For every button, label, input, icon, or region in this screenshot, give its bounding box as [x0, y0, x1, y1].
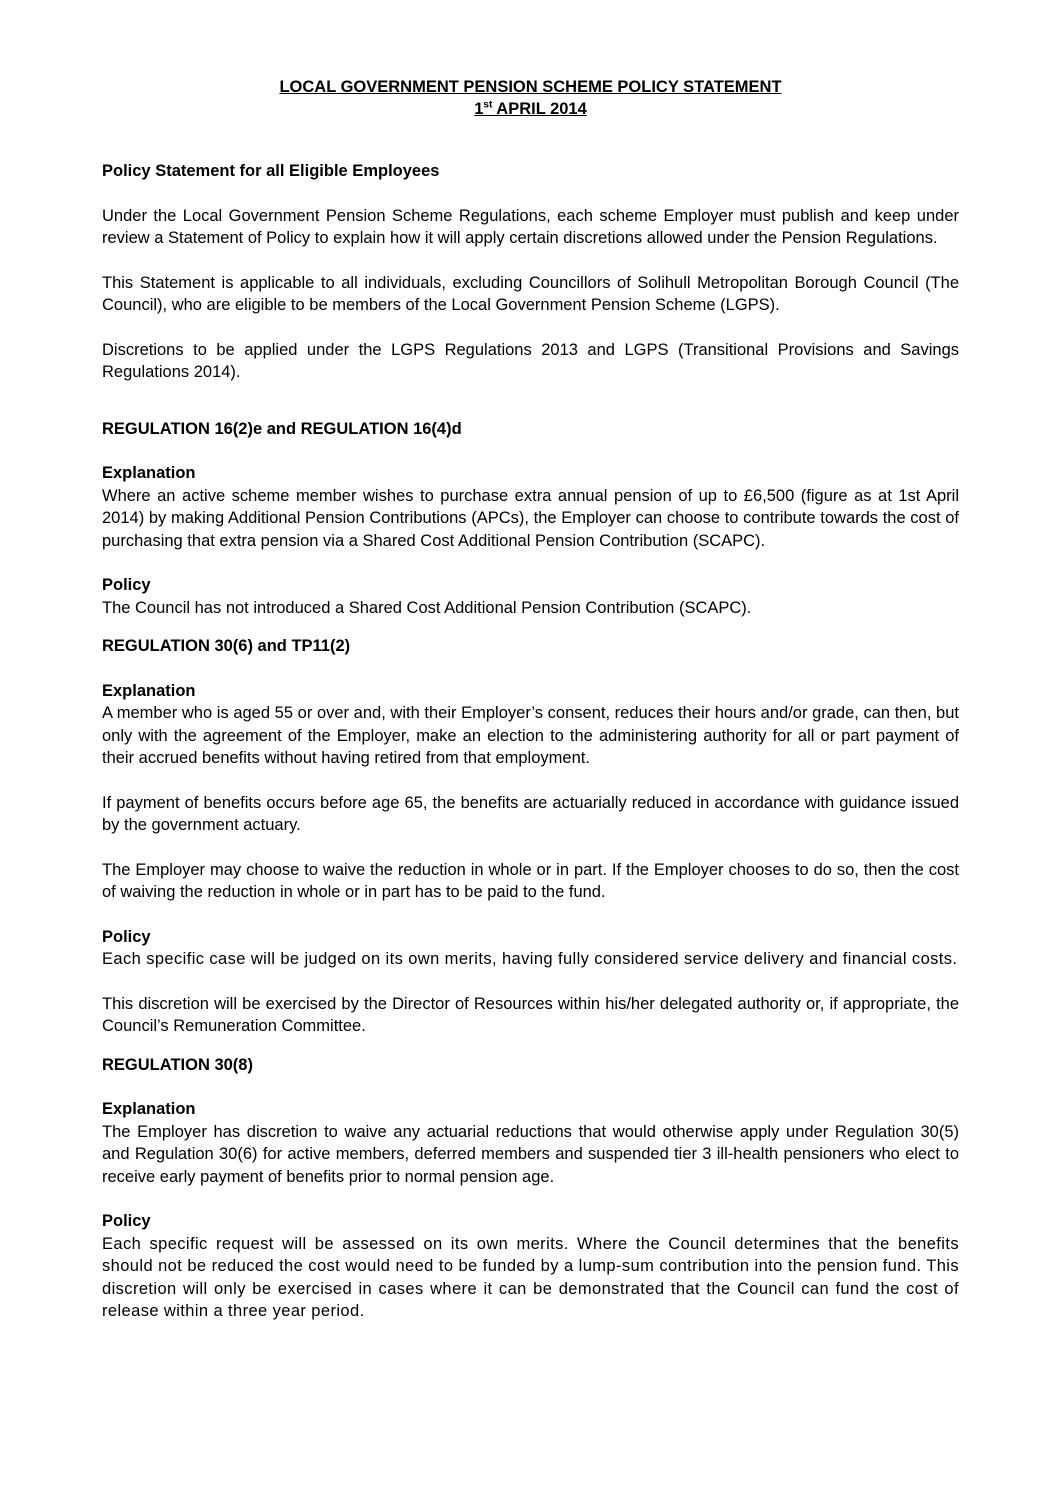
section-2-policy-text-2: This discretion will be exercised by the Director of Resources within his/her delegated authority or, if appropriate, the Council’s Remuneration Committee.: [102, 994, 959, 1035]
section-2-heading: REGULATION 30(6) and TP11(2): [102, 637, 351, 655]
intro-paragraph-2: This Statement is applicable to all individuals, excluding Councillors of Solihull Metropolitan Borough Council (The Council), who are eligible to be members of the Local Government Pension Scheme (LGPS).: [102, 273, 959, 314]
title-line-1: LOCAL GOVERNMENT PENSION SCHEME POLICY STATEMENT: [279, 78, 782, 96]
section-1-heading: REGULATION 16(2)e and REGULATION 16(4)d: [102, 419, 462, 438]
title-date-rest: APRIL 2014: [492, 100, 587, 118]
section-3-policy-text: Each specific request will be assessed on its own merits. Where the Council determines that the benefits should not be reduced the cost would need to be funded by a lump-sum contribution into the pension fund. This discretion will only be exercised in cases where it can be demonstrated that the Council can fund the cost of release within a three year period.: [102, 1234, 959, 1320]
section-2-policy-label: Policy: [102, 927, 151, 946]
section-1-explanation-text: Where an active scheme member wishes to purchase extra annual pension of up to £6,500 (figure as at 1st April 2014) by making Additional Pension Contributions (APCs), the Employer can choose to contribute towards the cost of purchasing that extra pension via a Shared Cost Additional Pension Contribution (SCAPC).: [102, 486, 959, 550]
intro-heading: Policy Statement for all Eligible Employees: [102, 162, 440, 180]
section-2-explanation-label: Explanation: [102, 681, 196, 700]
section-3-explanation-text: The Employer has discretion to waive any actuarial reductions that would otherwise apply under Regulation 30(5) and Regulation 30(6) for active members, deferred members and suspended tier 3 ill-health pensioners who elect to receive early payment of benefits prior to normal pension age.: [102, 1122, 959, 1186]
document-title: [102, 76, 959, 120]
section-2-explanation-text-2: If payment of benefits occurs before age 65, the benefits are actuarially reduced in accordance with guidance issued by the government actuary.: [102, 793, 959, 834]
section-1-policy-text: The Council has not introduced a Shared Cost Additional Pension Contribution (SCAPC).: [102, 598, 752, 617]
intro-paragraph-3: Discretions to be applied under the LGPS Regulations 2013 and LGPS (Transitional Provisions and Savings Regulations 2014).: [102, 340, 959, 381]
section-2-explanation-text-3: The Employer may choose to waive the reduction in whole or in part. If the Employer chooses to do so, then the cost of waiving the reduction in whole or in part has to be paid to the fund.: [102, 860, 959, 901]
section-3-explanation-label: Explanation: [102, 1100, 196, 1118]
document-page: [102, 76, 959, 1323]
title-date: [102, 98, 959, 120]
section-2-explanation-text-1: A member who is aged 55 or over and, with their Employer’s consent, reduces their hours and/or grade, can then, but only with the agreement of the Employer, make an election to the administering authority for all or part payment of their accrued benefits without having retired from that employment.: [102, 704, 959, 767]
section-1-explanation-label: Explanation: [102, 464, 196, 482]
section-2-policy-text-1: Each specific case will be judged on its own merits, having fully considered service delivery and financial costs.: [102, 950, 958, 968]
section-3-heading: REGULATION 30(8): [102, 1055, 253, 1074]
title-date-day: 1: [474, 100, 484, 118]
title-date-suffix: st: [483, 99, 493, 111]
section-3-policy-label: Policy: [102, 1212, 151, 1230]
intro-paragraph-1: Under the Local Government Pension Scheme Regulations, each scheme Employer must publish and keep under review a Statement of Policy to explain how it will apply certain discretions allowed under the Pension Regulations.: [102, 206, 959, 247]
section-1-policy-label: Policy: [102, 576, 151, 594]
